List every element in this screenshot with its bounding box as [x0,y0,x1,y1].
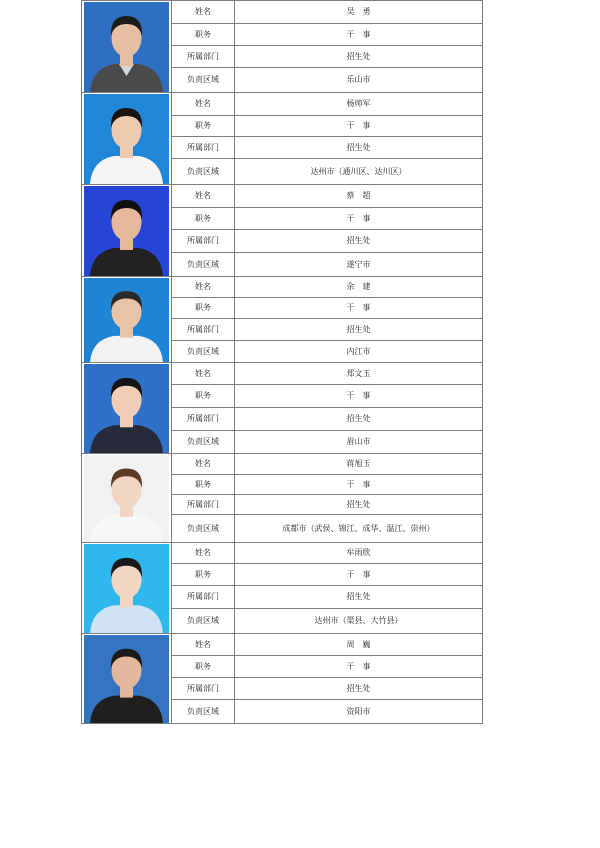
staff-region-value: 内江市 [235,341,483,363]
staff-name-value: 吴 勇 [235,1,483,24]
staff-name-value: 郑文玉 [235,363,483,385]
region-label: 负责区域 [172,68,235,93]
staff-region-value: 达州市（渠县、大竹县） [235,609,483,634]
staff-role-value: 干 事 [235,116,483,137]
staff-photo [84,94,169,184]
dept-label: 所属部门 [172,678,235,700]
staff-photo-cell [82,1,172,93]
dept-label: 所属部门 [172,137,235,159]
staff-dept-value: 招生处 [235,408,483,431]
staff-photo [84,544,169,633]
staff-photo [84,455,169,542]
staff-role-value: 干 事 [235,298,483,319]
region-label: 负责区域 [172,341,235,363]
staff-photo [84,635,169,723]
staff-photo-cell [82,277,172,363]
staff-region-value: 遂宁市 [235,253,483,277]
role-label: 职务 [172,208,235,230]
portrait-icon [84,544,169,633]
name-label: 姓名 [172,1,235,24]
staff-photo-cell [82,634,172,724]
staff-dept-value: 招生处 [235,678,483,700]
staff-dept-value: 招生处 [235,495,483,515]
region-label: 负责区域 [172,609,235,634]
region-label: 负责区域 [172,700,235,724]
staff-dept-value: 招生处 [235,137,483,159]
staff-role-value: 干 事 [235,475,483,495]
dept-label: 所属部门 [172,319,235,341]
staff-photo-cell [82,93,172,185]
role-label: 职务 [172,564,235,586]
dept-label: 所属部门 [172,586,235,609]
staff-region-value: 资阳市 [235,700,483,724]
dept-label: 所属部门 [172,408,235,431]
staff-photo-cell [82,363,172,454]
staff-photo-cell [82,454,172,543]
staff-role-value: 干 事 [235,208,483,230]
staff-name-value: 牟雨欣 [235,543,483,564]
staff-name-value: 蒋旭玉 [235,454,483,475]
staff-role-value: 干 事 [235,385,483,408]
staff-dept-value: 招生处 [235,319,483,341]
role-label: 职务 [172,298,235,319]
staff-region-value: 达州市（通川区、达川区） [235,159,483,185]
staff-role-value: 干 事 [235,564,483,586]
staff-row-name [82,93,483,116]
role-label: 职务 [172,475,235,495]
name-label: 姓名 [172,363,235,385]
staff-name-value: 余 建 [235,277,483,298]
portrait-icon [84,186,169,276]
staff-photo-cell [82,185,172,277]
role-label: 职务 [172,656,235,678]
staff-role-value: 干 事 [235,656,483,678]
staff-row-name [82,363,483,385]
role-label: 职务 [172,24,235,46]
portrait-icon [84,455,169,542]
staff-row-name [82,1,483,24]
name-label: 姓名 [172,543,235,564]
staff-photo [84,186,169,276]
name-label: 姓名 [172,634,235,656]
staff-name-value: 周 巍 [235,634,483,656]
staff-photo [84,278,169,362]
role-label: 职务 [172,385,235,408]
staff-name-value: 蔡 超 [235,185,483,208]
name-label: 姓名 [172,454,235,475]
portrait-icon [84,2,169,92]
role-label: 职务 [172,116,235,137]
staff-name-value: 杨帅军 [235,93,483,116]
staff-row-name [82,543,483,564]
portrait-icon [84,635,169,723]
staff-region-value: 成都市（武侯、锦江、成华、温江、崇州） [235,515,483,543]
staff-dept-value: 招生处 [235,46,483,68]
dept-label: 所属部门 [172,495,235,515]
staff-row-name [82,634,483,656]
region-label: 负责区域 [172,253,235,277]
staff-row-name [82,454,483,475]
staff-row-name [82,277,483,298]
staff-table-body [82,1,483,724]
portrait-icon [84,278,169,362]
name-label: 姓名 [172,185,235,208]
staff-photo-cell [82,543,172,634]
staff-dept-value: 招生处 [235,586,483,609]
staff-table [81,0,483,724]
portrait-icon [84,364,169,453]
staff-photo [84,2,169,92]
dept-label: 所属部门 [172,230,235,253]
name-label: 姓名 [172,277,235,298]
region-label: 负责区域 [172,515,235,543]
dept-label: 所属部门 [172,46,235,68]
staff-region-value: 乐山市 [235,68,483,93]
region-label: 负责区域 [172,159,235,185]
staff-role-value: 干 事 [235,24,483,46]
portrait-icon [84,94,169,184]
staff-dept-value: 招生处 [235,230,483,253]
region-label: 负责区域 [172,431,235,454]
staff-photo [84,364,169,453]
staff-region-value: 眉山市 [235,431,483,454]
staff-row-name [82,185,483,208]
name-label: 姓名 [172,93,235,116]
